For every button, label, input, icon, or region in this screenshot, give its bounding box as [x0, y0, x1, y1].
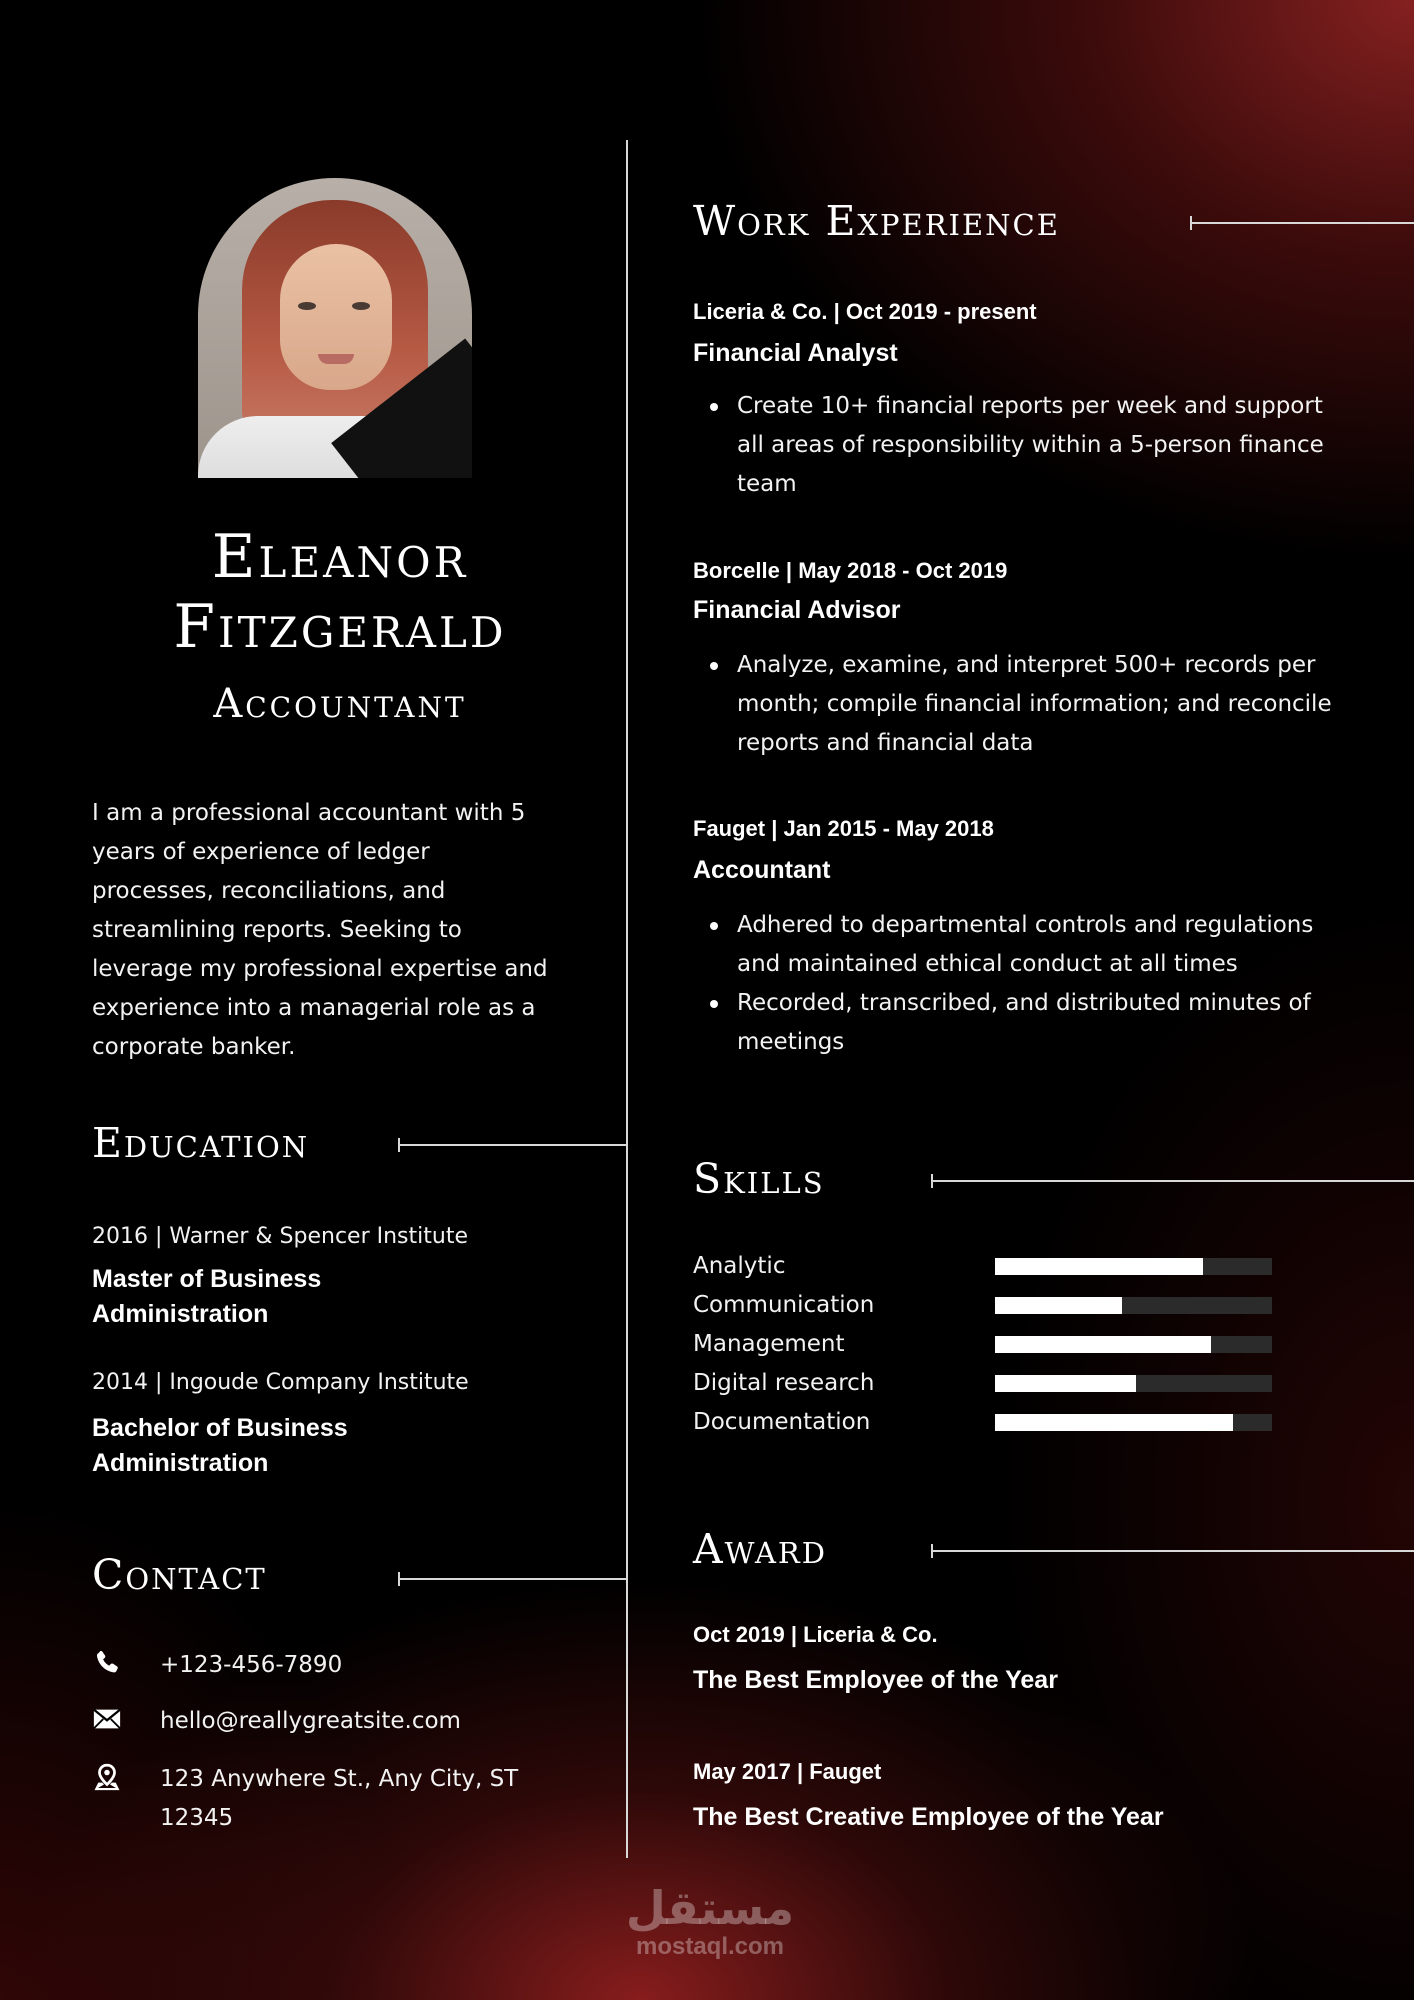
education-degree-2: Bachelor of Business Administration [92, 1414, 348, 1477]
skill-bar-fill [995, 1297, 1122, 1314]
award-1-title: The Best Employee of the Year [693, 1666, 1058, 1694]
watermark [560, 1882, 860, 1960]
skill-row [693, 1407, 1273, 1437]
job-1-bullets [693, 387, 1333, 504]
skills-heading: Skills [693, 1155, 825, 1203]
skill-bar-fill [995, 1414, 1233, 1431]
name-line-1: Eleanor [211, 522, 469, 592]
skill-row [693, 1329, 1273, 1359]
skill-row [693, 1290, 1273, 1320]
location-icon [92, 1762, 122, 1792]
watermark-arabic: مستقل [625, 1881, 795, 1935]
contact-heading: Contact [92, 1551, 267, 1599]
skill-label: Communication [693, 1292, 875, 1318]
contact-rule [398, 1578, 628, 1580]
job-2-bullet-1: Analyze, examine, and interpret 500+ records per month; compile financial information; and reconcile reports and financial data [693, 646, 1333, 763]
job-3-meta: Fauget | Jan 2015 - May 2018 [693, 816, 994, 841]
skill-label: Digital research [693, 1370, 875, 1396]
job-3-bullets [693, 906, 1333, 1062]
education-meta-1: 2016 | Warner & Spencer Institute [92, 1224, 468, 1249]
job-2-role: Financial Advisor [693, 596, 901, 624]
contact-email[interactable]: hello@reallygreatsite.com [160, 1708, 461, 1734]
contact-phone-row [92, 1646, 572, 1685]
work-heading: Work Experience [693, 197, 1060, 245]
skill-label: Management [693, 1331, 845, 1357]
skill-bar-fill [995, 1375, 1136, 1392]
profile-summary: I am a professional accountant with 5 years of experience of ledger processes, reconciliations, and streamlining reports. Seeking to leverage my professional expertise and experience into a managerial role as a corporate banker. [92, 800, 548, 1060]
job-1-bullet-1: Create 10+ financial reports per week and support all areas of responsibility within a 5-person finance team [693, 387, 1333, 504]
skill-bar-track [995, 1375, 1272, 1392]
education-rule [398, 1144, 628, 1146]
job-2-meta: Borcelle | May 2018 - Oct 2019 [693, 558, 1008, 583]
job-1-role: Financial Analyst [693, 339, 898, 367]
phone-icon [92, 1648, 122, 1678]
work-rule [1190, 222, 1414, 224]
skill-bar-track [995, 1258, 1272, 1275]
job-3-bullet-2: Recorded, transcribed, and distributed minutes of meetings [693, 984, 1333, 1062]
profile-photo [198, 178, 472, 478]
skills-rule [931, 1180, 1414, 1182]
skill-bar-track [995, 1297, 1272, 1314]
skill-bar-fill [995, 1258, 1203, 1275]
job-2-bullets [693, 646, 1333, 763]
award-heading: Award [693, 1525, 828, 1573]
watermark-latin: mostaql.com [635, 1933, 785, 1960]
contact-phone[interactable]: +123-456-7890 [160, 1652, 343, 1678]
education-meta-2: 2014 | Ingoude Company Institute [92, 1370, 469, 1395]
name-line-2: Fitzgerald [173, 592, 507, 662]
skill-row [693, 1368, 1273, 1398]
skill-label: Documentation [693, 1409, 871, 1435]
skill-label: Analytic [693, 1253, 786, 1279]
skill-bar-track [995, 1414, 1272, 1431]
award-1-meta: Oct 2019 | Liceria & Co. [693, 1622, 938, 1647]
job-1-meta: Liceria & Co. | Oct 2019 - present [693, 299, 1037, 324]
job-3-role: Accountant [693, 856, 831, 884]
name-block [80, 522, 600, 728]
education-degree-1: Master of Business Administration [92, 1265, 322, 1328]
skill-bar-fill [995, 1336, 1211, 1353]
award-2-title: The Best Creative Employee of the Year [693, 1803, 1164, 1831]
mail-icon [92, 1704, 122, 1734]
contact-address: 123 Anywhere St., Any City, ST 12345 [160, 1766, 519, 1831]
education-heading: Education [92, 1119, 310, 1167]
skill-row [693, 1251, 1273, 1281]
contact-address-row [92, 1760, 572, 1838]
award-2-meta: May 2017 | Fauget [693, 1759, 882, 1784]
job-3-bullet-1: Adhered to departmental controls and regulations and maintained ethical conduct at all times [693, 906, 1333, 984]
contact-email-row [92, 1702, 572, 1741]
column-divider [626, 140, 628, 1858]
skill-bar-track [995, 1336, 1272, 1353]
job-title: Accountant [213, 681, 467, 727]
award-rule [931, 1550, 1414, 1552]
